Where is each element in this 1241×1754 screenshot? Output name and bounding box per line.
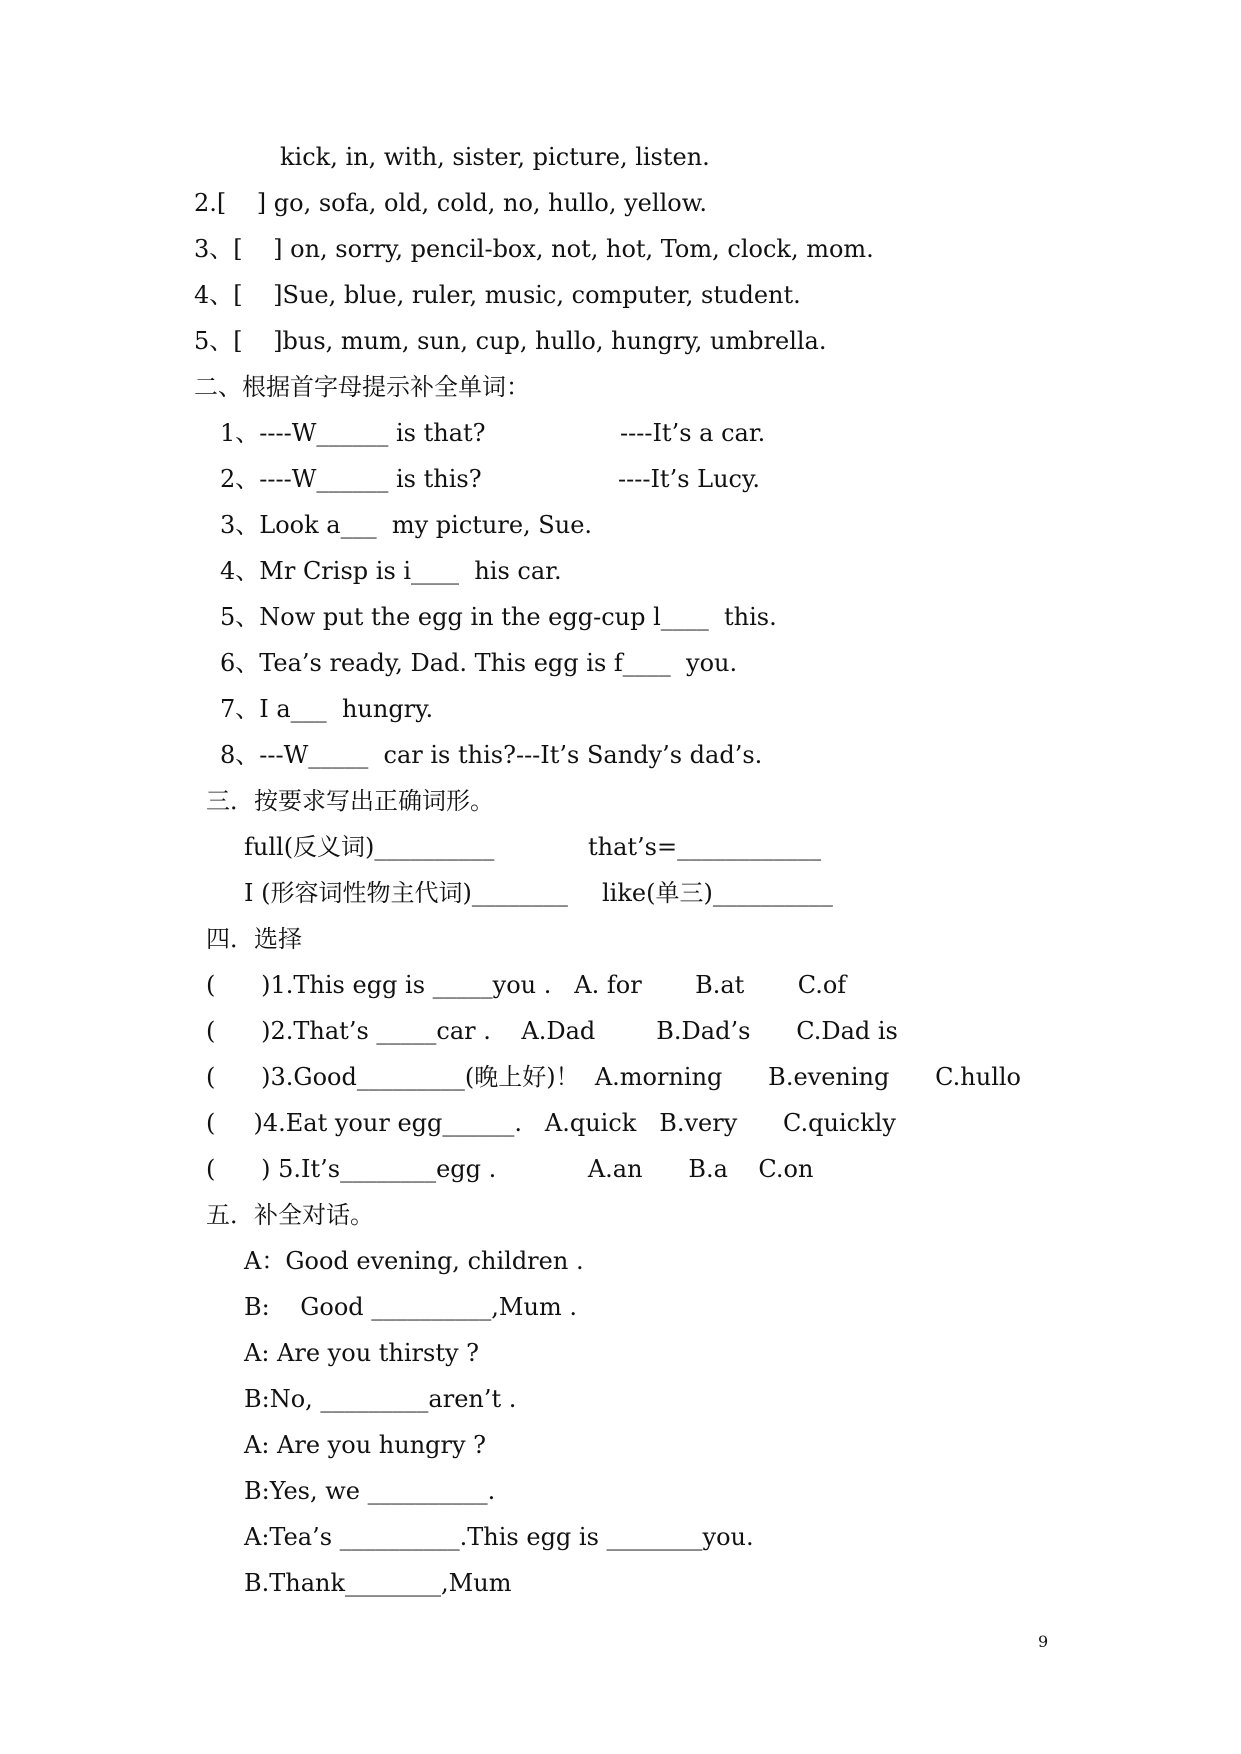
dialogue-line-4: B:No, _________aren’t . [244, 1385, 517, 1413]
dialogue-line-5: A: Are you hungry ? [244, 1431, 487, 1459]
choice-q4: ( )4.Eat your egg______. A.quick B.very C.quickly [206, 1109, 896, 1137]
word-form-2a: I (形容词性物主代词)________ [244, 879, 568, 907]
choice-q1: ( )1.This egg is _____you . A. for B.at C.of [206, 971, 847, 999]
section-5-heading: 五．补全对话。 [206, 1201, 374, 1229]
dialogue-line-7: A:Tea’s __________.This egg is ________you. [244, 1523, 754, 1551]
fill-q4: 4、Mr Crisp is i____ his car. [220, 557, 562, 585]
dialogue-line-2: B: Good __________,Mum . [244, 1293, 577, 1321]
word-form-2b: like(单三)__________ [602, 879, 833, 907]
phonics-line-4: 4、[ ]Sue, blue, ruler, music, computer, student. [194, 281, 801, 309]
fill-q3: 3、Look a___ my picture, Sue. [220, 511, 593, 539]
word-form-1b: that’s=____________ [588, 833, 822, 861]
section-4-heading: 四．选择 [206, 925, 302, 953]
phonics-line-1-continuation: kick, in, with, sister, picture, listen. [280, 143, 710, 171]
fill-q6: 6、Tea’s ready, Dad. This egg is f____ you. [220, 649, 738, 677]
dialogue-line-6: B:Yes, we __________. [244, 1477, 496, 1505]
fill-q2: 2、----W______ is this? [220, 465, 482, 493]
fill-q8: 8、---W_____ car is this?---It’s Sandy’s dad’s. [220, 741, 763, 769]
choice-q5: ( ) 5.It’s________egg . A.an B.a C.on [206, 1155, 814, 1183]
fill-a1: ----It’s a car. [620, 419, 766, 447]
fill-q7: 7、I a___ hungry. [220, 695, 434, 723]
phonics-line-2: 2.[ ] go, sofa, old, cold, no, hullo, yellow. [194, 189, 708, 217]
word-form-1a: full(反义词)__________ [244, 833, 495, 861]
dialogue-line-1: A：Good evening, children . [244, 1247, 584, 1275]
section-3-heading: 三．按要求写出正确词形。 [206, 787, 494, 815]
fill-q5: 5、Now put the egg in the egg-cup l____ this. [220, 603, 777, 631]
fill-a2: ----It’s Lucy. [618, 465, 760, 493]
choice-q3: ( )3.Good_________(晚上好)！ A.morning B.evening C.hullo [206, 1063, 1021, 1091]
dialogue-line-8: B.Thank________,Mum [244, 1569, 512, 1597]
dialogue-line-3: A: Are you thirsty ? [244, 1339, 480, 1367]
page-number: 9 [1038, 1632, 1049, 1651]
phonics-line-5: 5、[ ]bus, mum, sun, cup, hullo, hungry, umbrella. [194, 327, 827, 355]
section-2-heading: 二、根据首字母提示补全单词： [194, 373, 530, 401]
phonics-line-3: 3、[ ] on, sorry, pencil-box, not, hot, Tom, clock, mom. [194, 235, 874, 263]
choice-q2: ( )2.That’s _____car . A.Dad B.Dad’s C.Dad is [206, 1017, 898, 1045]
fill-q1: 1、----W______ is that? [220, 419, 486, 447]
